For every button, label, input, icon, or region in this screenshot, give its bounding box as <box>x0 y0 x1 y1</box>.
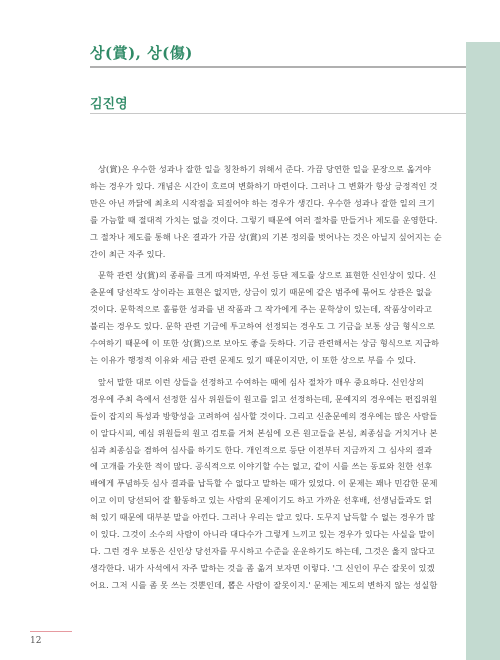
author-divider <box>90 113 466 114</box>
page-number: 12 <box>30 636 42 646</box>
article-body <box>90 161 454 599</box>
text-line: 배에게 푸념하듯 심사 결과를 납득할 수 없다고 말하는 때가 있었다. 이 문제는 꽤나 민감한 문제 <box>90 478 438 489</box>
text-line: 혀 있기 때문에 대부분 말을 아낀다. 그러나 우리는 알고 있다. 도무지 납득할 수 없는 경우가 많 <box>90 512 435 523</box>
text-line: 상(賞)은 우수한 성과나 잘한 일을 칭찬하기 위해서 준다. 가끔 당연한 일을 문장으로 옮겨야 <box>98 164 431 174</box>
author-name: 김진영 <box>90 97 128 112</box>
footer-rule <box>30 631 72 632</box>
text-line: 경우에 주최 측에서 선정한 심사 위원들이 원고를 읽고 선정하는데, 문예지의 경우에는 편집위원 <box>90 393 438 404</box>
text-line: 에 고개를 가웃한 적이 많다. 공식적으로 이야기할 수는 없고, 같이 시를 쓰는 동료와 친한 선후 <box>90 461 433 472</box>
article-title: 상(賞), 상(傷) <box>90 44 193 62</box>
text-line: 문학 관련 상(賞)의 종류를 크게 따져봐면, 우선 등단 제도를 상으로 표현한 신인상이 있다. 신 <box>98 270 437 281</box>
text-line: 이 있다. 그것이 소수의 사람이 아니라 대다수가 그렇게 느끼고 있는 경우가 있다는 사실을 말이 <box>90 529 435 540</box>
text-line: 생각한다. 내가 사석에서 자주 말하는 것을 좀 옮겨 보자면 이렇다. '그 신인이 무슨 잘못이 있겠 <box>90 562 435 573</box>
text-line: 그 절차나 제도를 통해 나온 결과가 가끔 상(賞)의 기본 정의를 벗어나는 것은 아닐지 싶어지는 순 <box>90 231 442 242</box>
text-line: 만은 아닌 까닭에 최초의 시작점을 되짚어야 하는 경우가 생긴다. 우수한 성과나 잘한 일의 크기 <box>90 197 435 208</box>
text-line: 는 이유가 행정적 이유와 세금 관련 문제도 있기 때문이지만, 이 또한 상으로 부를 수 있다. <box>90 354 417 365</box>
side-color-bar <box>466 42 500 660</box>
text-line: 이고 이미 당선되어 잘 활동하고 있는 사람의 문제이기도 하고 가까운 선후배, 선생님들과도 얽 <box>90 495 433 506</box>
text-line: 다. 그런 경우 보통은 신인상 당선자를 무시하고 수준을 운운하기도 하는데, 그것은 옳지 않다고 <box>90 545 435 556</box>
text-line: 심과 최종심을 겸하여 심사를 하기도 한다. 개인적으로 등단 이전부터 지금까지 그 심사의 결과 <box>90 444 433 455</box>
text-line: 수여하기 때문에 이 또한 상(賞)으로 보아도 좋을 듯하다. 기금 관련해서는 상금 형식으로 지급하 <box>90 338 439 349</box>
text-line: 이 알다시피, 예심 위원들의 원고 검토를 거쳐 본심에 오른 원고들을 본심, 최종심을 거치거나 본 <box>90 427 438 438</box>
text-line: 하는 경우가 있다. 개념은 시간이 흐르며 변화하기 마련이다. 그러나 그 변화가 항상 긍정적인 것 <box>90 180 438 191</box>
text-line: 불리는 경우도 있다. 문학 관련 기금에 투고하여 선정되는 경우도 그 기금을 보통 상금 형식으로 <box>90 321 435 332</box>
text-line: 앞서 말한 대로 이런 상들을 선정하고 수여하는 때에 심사 절차가 매우 중요하다. 신인상의 <box>98 376 424 387</box>
text-line: 를 가늠할 때 절대적 가치는 없을 것이다. 그렇기 때문에 여러 절차를 만들거나 제도를 운영한다. <box>90 214 438 225</box>
paragraph <box>90 267 454 368</box>
title-divider <box>90 66 466 68</box>
paragraph <box>90 374 454 594</box>
text-line: 간이 최근 자주 있다. <box>90 248 166 259</box>
text-line: 들이 잡지의 특성과 방향성을 고려하여 심사할 것이다. 그리고 신춘문예의 경우에는 많은 사람들 <box>90 410 438 421</box>
paragraph <box>90 161 454 262</box>
text-line: 어요. 그저 시를 좀 못 쓰는 것뿐인데, 뽑은 사람이 잘못이지.' 문제는 제도의 변하지 않는 성실함 <box>90 579 438 590</box>
text-line: 춘문예 당선작도 상이라는 표현은 없지만, 상금이 있기 때문에 같은 범주에 묶어도 상관은 없을 <box>90 287 433 298</box>
text-line: 것이다. 문학적으로 훌륭한 성과를 낸 작품과 그 작가에게 주는 문학상이 있는데, 작품상이라고 <box>90 304 433 315</box>
